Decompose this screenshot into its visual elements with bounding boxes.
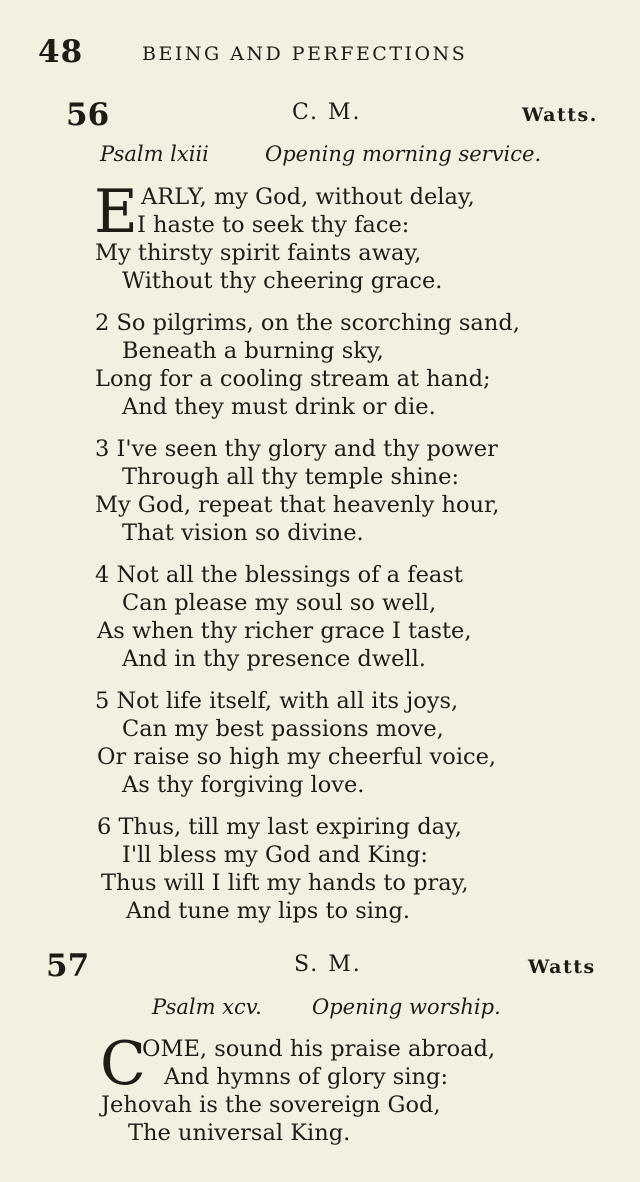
verse-line: I'll bless my God and King: xyxy=(122,842,428,868)
verse-line: Beneath a burning sky, xyxy=(122,338,384,364)
verse-line: As thy forgiving love. xyxy=(122,772,365,798)
verse-line: And hymns of glory sing: xyxy=(164,1064,449,1090)
verse-line: Jehovah is the sovereign God, xyxy=(101,1092,441,1118)
hymn-subject xyxy=(265,142,541,166)
verse-line: And they must drink or die. xyxy=(122,394,436,420)
drop-cap: C xyxy=(100,1029,146,1099)
verse-line: My thirsty spirit faints away, xyxy=(95,240,422,266)
scripture-reference xyxy=(100,142,209,166)
verse-line: Can please my soul so well, xyxy=(122,590,437,616)
subject-text: Opening worship. xyxy=(312,995,501,1019)
verse-line: 6 Thus, till my last expiring day, xyxy=(97,814,462,840)
verse-line: Can my best passions move, xyxy=(122,716,444,742)
verse-line: ARLY, my God, without delay, xyxy=(141,184,475,210)
verse-line: Without thy cheering grace. xyxy=(122,268,443,294)
verse-line: And tune my lips to sing. xyxy=(126,898,411,924)
verse-line: Thus will I lift my hands to pray, xyxy=(101,870,469,896)
verse-line: 4 Not all the blessings of a feast xyxy=(95,562,463,588)
psalm-label: Psalm lxiii xyxy=(100,142,209,166)
running-head: BEING AND PERFECTIONS xyxy=(142,43,468,65)
verse-line: The universal King. xyxy=(128,1120,351,1146)
verse-line: And in thy presence dwell. xyxy=(122,646,426,672)
drop-cap: E xyxy=(94,177,138,247)
hymn-meter: S. M. xyxy=(294,952,362,977)
hymn-author: Watts xyxy=(528,956,596,978)
verse-line: As when thy richer grace I taste, xyxy=(97,618,472,644)
verse-line: Or raise so high my cheerful voice, xyxy=(97,744,497,770)
subject-text: Opening morning service. xyxy=(265,142,542,166)
verse-line: 3 I've seen thy glory and thy power xyxy=(95,436,498,462)
verse-line: Through all thy temple shine: xyxy=(122,464,460,490)
verse-line: OME, sound his praise abroad, xyxy=(142,1036,496,1062)
verse-line: I haste to seek thy face: xyxy=(137,212,410,238)
verse-line: 5 Not life itself, with all its joys, xyxy=(95,688,459,714)
verse-line: My God, repeat that heavenly hour, xyxy=(95,492,500,518)
scripture-reference xyxy=(152,995,262,1019)
page-number: 48 xyxy=(38,34,84,70)
hymn-author: Watts. xyxy=(522,104,598,126)
hymn-meter: C. M. xyxy=(292,100,362,125)
hymn-number: 57 xyxy=(46,948,90,984)
verse-line: That vision so divine. xyxy=(122,520,364,546)
verse-line: Long for a cooling stream at hand; xyxy=(95,366,491,392)
hymn-subject xyxy=(312,995,501,1019)
hymn-number: 56 xyxy=(66,97,110,133)
verse-line: 2 So pilgrims, on the scorching sand, xyxy=(95,310,520,336)
psalm-label: Psalm xcv. xyxy=(152,995,262,1019)
